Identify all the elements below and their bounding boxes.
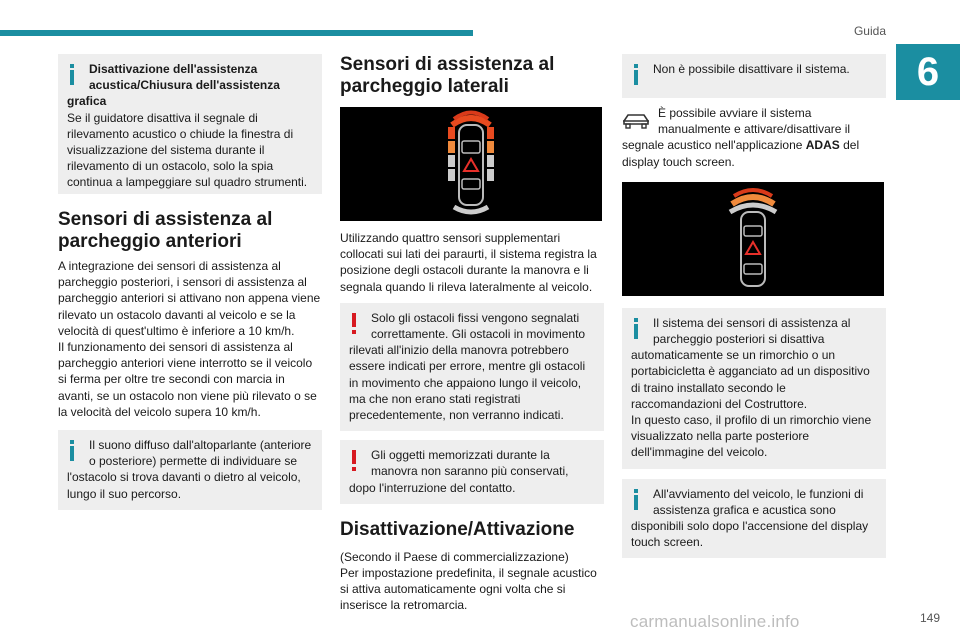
warning-icon	[349, 313, 359, 334]
info-note-disattivazione	[58, 54, 322, 194]
car-icon	[622, 111, 650, 131]
column-2	[340, 54, 604, 614]
paragraph-anteriori-2: Il funzionamento dei sensori di assistenza al parcheggio anteriori viene interrotto se il veicolo si ferma per oltre tre secondi con marcia in avanti, se un ostacolo non viene più rilevato o se la velocità del veicolo supera 10 km/h.	[58, 340, 317, 419]
info-icon	[67, 64, 77, 85]
note-text: Se il guidatore disattiva il segnale di rilevamento acustico o chiude la finestra di visualizzazione del sistema durante il rilevamento di un ostacolo, solo la spia continua a lampeggiare sul quadro strumenti.	[67, 110, 308, 190]
heading-disattivazione-attivazione: Disattivazione/Attivazione	[340, 518, 575, 540]
watermark: carmanualsonline.info	[630, 612, 800, 631]
car-rear-sensor-diagram	[622, 182, 884, 296]
car-sensor-diagram	[340, 107, 602, 221]
heading-sensori-laterali: Sensori di assistenza al parcheggio laterali	[340, 54, 555, 97]
parking-sensor-image-lateral	[340, 107, 602, 221]
chapter-label: Guida	[853, 24, 886, 38]
note-text: All'avviamento del veicolo, le funzioni di assistenza grafica e acustica sono disponibili solo dopo l'accensione del display touch screen.	[631, 486, 869, 550]
note-text: Il sistema dei sensori di assistenza al parcheggio posteriori si disattiva automaticamente se un rimorchio o un portabicicletta è agganciato ad un dispositivo di traino installato secondo le raccomandazioni del Costruttore.	[631, 315, 870, 411]
info-icon	[631, 318, 641, 339]
adas-text-after: del display touch screen.	[622, 138, 860, 169]
info-note-altoparlante	[58, 430, 322, 510]
column-1	[58, 54, 322, 510]
heading-sensori-anteriori: Sensori di assistenza al parcheggio anteriori	[58, 209, 273, 252]
info-note-avviamento	[622, 479, 886, 559]
info-note-rimorchio	[622, 308, 886, 469]
paragraph-laterali: Utilizzando quattro sensori supplementari collocati sui lati dei paraurti, il sistema registra la posizione degli ostacoli durante la manovra e li segnala quando li rileva lateralmente al veicolo.	[340, 231, 597, 294]
adas-app-name: ADAS	[805, 138, 840, 153]
adas-text-before: È possibile avviare il sistema manualmente e attivare/disattivare il segnale acustico nell'applicazione	[622, 106, 851, 153]
note-title: Disattivazione dell'assistenza acustica/Chiusura dell'assistenza grafica	[67, 62, 280, 109]
warning-ostacoli-fissi	[340, 303, 604, 431]
warning-oggetti-memorizzati	[340, 440, 604, 504]
info-icon	[631, 489, 641, 510]
info-icon	[67, 440, 77, 461]
paragraph-paese: (Secondo il Paese di commercializzazione)	[340, 549, 569, 564]
info-note-non-disattivabile	[622, 54, 886, 98]
note-text: Non è possibile disattivare il sistema.	[653, 62, 850, 76]
paragraph-anteriori-1: A integrazione dei sensori di assistenza al parcheggio posteriori, i sensori di assistenza al parcheggio anteriori si attivano non appena viene rilevato un ostacolo davanti al veicolo e se la velocità di quest'ultimo è inferiore a 10 km/h.	[58, 259, 321, 338]
warning-text: Gli oggetti memorizzati durante la manovra non saranno più conservati, dopo l'interruzione del contatto.	[349, 448, 569, 495]
paragraph-impostazione: Per impostazione predefinita, il segnale acustico si attiva automaticamente ogni volta che si inserisce la retromarcia.	[340, 566, 597, 613]
warning-text: Solo gli ostacoli fissi vengono segnalati correttamente. Gli ostacoli in movimento rilevati all'inizio della manovra potrebbero essere indicati per errore, mentre gli ostacoli in movimento che appaiono lungo il veicolo, ma che non erano stati registrati precedentemente, non verranno indicati.	[349, 310, 586, 423]
parking-sensor-image-rear	[622, 182, 884, 296]
info-icon	[631, 64, 641, 85]
top-accent-bar	[0, 30, 473, 36]
chapter-number-tab: 6	[896, 44, 960, 100]
adas-paragraph	[622, 105, 886, 170]
column-3	[622, 54, 886, 558]
note-text-2: In questo caso, il profilo di un rimorchio viene visualizzato nella parte posteriore dell'immagine del veicolo.	[631, 413, 872, 460]
note-text: Il suono diffuso dall'altoparlante (anteriore o posteriore) permette di individuare se l'ostacolo si trova davanti o dietro al veicolo, lungo il suo percorso.	[67, 438, 312, 501]
warning-icon	[349, 450, 359, 471]
page-number: 149	[919, 611, 940, 625]
